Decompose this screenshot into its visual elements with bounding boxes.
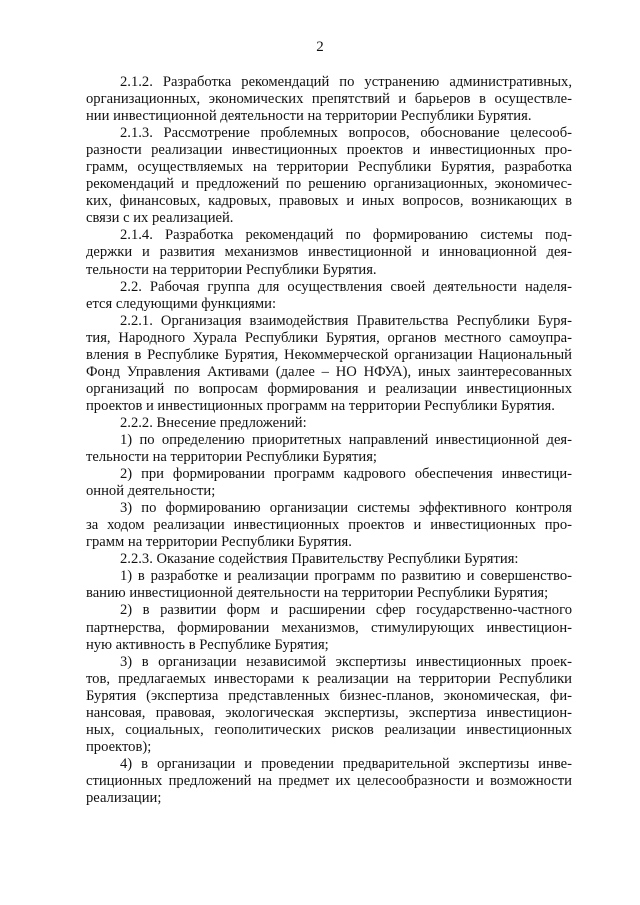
page-number: 2 bbox=[316, 39, 324, 55]
text-line: тельности на территории Республики Бурятия. bbox=[86, 261, 377, 278]
text-line: 2) при формировании программ кадрового обеспечения инвестици- bbox=[120, 466, 572, 483]
paragraph bbox=[86, 756, 572, 807]
text-line: ких, финансовых, кадровых, правовых и иных вопросов, возникающих в bbox=[86, 193, 572, 210]
text-line: 2) в развитии форм и расширении сфер государственно-частного bbox=[120, 602, 572, 619]
paragraph bbox=[86, 432, 572, 466]
text-line: нии инвестиционной деятельности на территории Республики Бурятия. bbox=[86, 108, 532, 125]
text-line: реализации; bbox=[86, 789, 162, 806]
text-line: онной деятельности; bbox=[86, 483, 216, 500]
text-line: проектов и инвестиционных программ на территории Республики Бурятия. bbox=[86, 397, 555, 414]
text-line: грамм на территории Республики Бурятия. bbox=[86, 534, 352, 551]
paragraph bbox=[86, 313, 572, 415]
paragraph bbox=[86, 466, 572, 500]
text-line: партнерства, формировании механизмов, стимулирующих инвестицион- bbox=[86, 619, 572, 636]
paragraph bbox=[86, 602, 572, 653]
paragraph bbox=[86, 654, 572, 756]
text-line: 2.2.2. Внесение предложений: bbox=[120, 414, 307, 431]
paragraph bbox=[86, 227, 572, 278]
text-line: грамм, осуществляемых на территории Республики Бурятия, разработка bbox=[86, 159, 572, 176]
text-line: тельности на территории Республики Бурятия; bbox=[86, 449, 377, 466]
text-line: 4) в организации и проведении предварительной экспертизы инве- bbox=[120, 755, 572, 772]
text-line: 1) в разработке и реализации программ по развитию и совершенство- bbox=[120, 568, 572, 585]
paragraph bbox=[86, 568, 572, 602]
text-line: за ходом реализации инвестиционных проектов и инвестиционных про- bbox=[86, 517, 572, 534]
text-line: ванию инвестиционной деятельности на территории Республики Бурятия; bbox=[86, 585, 549, 602]
text-line: 2.2.1. Организация взаимодействия Правительства Республики Буря- bbox=[120, 312, 572, 329]
text-line: стиционных предложений на предмет их целесообразности и возможности bbox=[86, 772, 572, 789]
paragraph bbox=[86, 500, 572, 551]
text-line: ных, социальных, геополитических рисков реализации инвестиционных bbox=[86, 721, 572, 738]
document-body bbox=[86, 74, 572, 807]
text-line: вления в Республике Бурятия, Некоммерческой организации Национальный bbox=[86, 346, 572, 363]
text-line: тов, предлагаемых инвесторами к реализации на территории Республики bbox=[86, 670, 572, 687]
text-line: 2.1.3. Рассмотрение проблемных вопросов, обоснование целесооб- bbox=[120, 125, 572, 142]
text-line: ется следующими функциями: bbox=[86, 295, 277, 312]
text-line: тия, Народного Хурала Республики Бурятия, органов местного самоупра- bbox=[86, 329, 572, 346]
text-line: разности реализации инвестиционных проектов и инвестиционных про- bbox=[86, 142, 572, 159]
text-line: 2.1.4. Разработка рекомендаций по формированию системы под- bbox=[120, 227, 572, 244]
text-line: держки и развития механизмов инвестиционной и инновационной дея- bbox=[86, 244, 572, 261]
paragraph bbox=[86, 125, 572, 227]
paragraph bbox=[86, 415, 572, 432]
text-line: проектов); bbox=[86, 738, 152, 755]
paragraph bbox=[86, 279, 572, 313]
text-line: 1) по определению приоритетных направлений инвестиционной дея- bbox=[120, 431, 572, 448]
text-line: рекомендаций и предложений по решению организационных, экономичес- bbox=[86, 176, 572, 193]
paragraph bbox=[86, 74, 572, 125]
text-line: нансовая, правовая, экологическая экспертизы, экспертиза инвестицион- bbox=[86, 704, 572, 721]
text-line: 2.1.2. Разработка рекомендаций по устранению административных, bbox=[120, 74, 572, 90]
text-line: 3) по формированию организации системы эффективного контроля bbox=[120, 500, 572, 517]
text-line: 3) в организации независимой экспертизы инвестиционных проек- bbox=[120, 653, 572, 670]
text-line: связи с их реализацией. bbox=[86, 210, 234, 227]
text-line: 2.2.3. Оказание содействия Правительству Республики Бурятия: bbox=[120, 551, 519, 568]
text-line: ную активность в Республике Бурятия; bbox=[86, 636, 329, 653]
text-line: 2.2. Рабочая группа для осуществления своей деятельности наделя- bbox=[120, 278, 572, 295]
text-line: Фонд Управления Активами (далее – НО НФУА), иных заинтересованных bbox=[86, 363, 572, 380]
text-line: Бурятия (экспертиза представленных бизнес-планов, экономическая, фи- bbox=[86, 687, 572, 704]
text-line: организаций по вопросам формирования и реализации инвестиционных bbox=[86, 380, 572, 397]
text-line: организационных, экономических препятствий и барьеров в осуществле- bbox=[86, 91, 572, 108]
paragraph bbox=[86, 551, 572, 568]
